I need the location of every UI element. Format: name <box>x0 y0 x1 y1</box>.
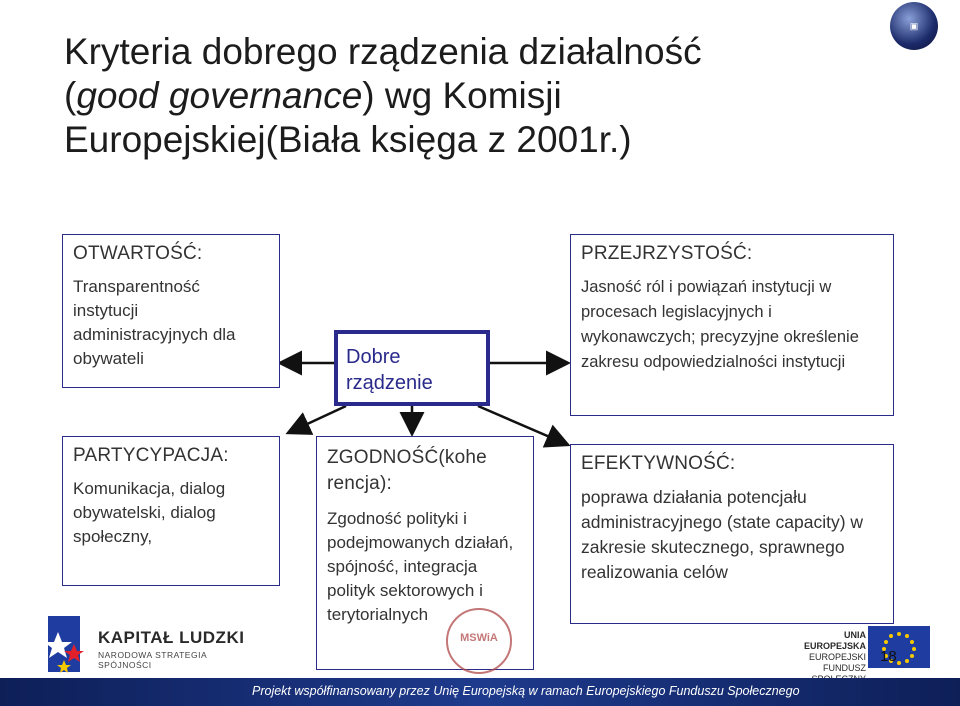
box-otwartosc-body: Transparentność instytucji administracyjnych dla obywateli <box>73 277 236 368</box>
top-logo-globe-icon: ▣ <box>890 2 938 50</box>
kapital-ludzki-sub: NARODOWA STRATEGIA SPÓJNOŚCI <box>98 650 207 670</box>
box-partycypacja <box>62 436 280 586</box>
ue-line-1: UNIA EUROPEJSKA <box>803 630 866 651</box>
title-line-1: Kryteria dobrego rządzenia działalność <box>64 31 702 72</box>
box-zgodnosc-body: Zgodność polityki i podejmowanych działań, spójność, integracja polityk sektorowych i terytorialnych <box>327 509 514 624</box>
title-line-3: Europejskiej(Biała księga z 2001r.) <box>64 119 632 160</box>
mswia-stamp <box>446 608 512 674</box>
box-zgodnosc-head: ZGODNOŚĆ(kohe rencja): <box>327 447 487 494</box>
box-otwartosc-head: OTWARTOŚĆ: <box>73 243 203 264</box>
box-partycypacja-body: Komunikacja, dialog obywatelski, dialog społeczny, <box>73 479 226 546</box>
footer-text: Projekt współfinansowany przez Unię Europejską w ramach Europejskiego Funduszu Społecznego <box>252 684 800 698</box>
box-przejrzystosc-body: Jasność ról i powiązań instytucji w procesach legislacyjnych i wykonawczych; precyzyjne określenie zakresu odpowiedzialności instytucji <box>581 278 859 371</box>
center-box-dobre-rzadzenie <box>334 330 490 406</box>
ue-efs-label <box>780 630 866 685</box>
stamp-label: MSWiA <box>460 632 498 644</box>
ue-line-3: FUNDUSZ <box>823 663 866 673</box>
title-italic: good governance <box>76 75 363 116</box>
kapital-ludzki-name: KAPITAŁ LUDZKI <box>98 628 245 647</box>
box-przejrzystosc-head: PRZEJRZYSTOŚĆ: <box>581 243 753 264</box>
eu-flag-icon <box>868 626 930 668</box>
title-rest: ) wg Komisji <box>362 75 562 116</box>
kapital-ludzki-logo <box>44 612 254 676</box>
center-line-1: Dobre <box>346 346 401 368</box>
kapital-ludzki-star-icon <box>44 612 92 676</box>
box-otwartosc <box>62 234 280 388</box>
box-przejrzystosc <box>570 234 894 416</box>
title-paren: ( <box>64 75 77 116</box>
box-partycypacja-head: PARTYCYPACJA: <box>73 445 229 466</box>
arrow-down-left <box>290 406 346 432</box>
box-efektywnosc-head: EFEKTYWNOŚĆ: <box>581 453 736 474</box>
page-number: 18 <box>880 648 897 665</box>
ue-line-2: EUROPEJSKI <box>808 652 866 662</box>
center-line-2: rządzenie <box>346 372 433 394</box>
box-efektywnosc <box>570 444 894 624</box>
box-efektywnosc-body: poprawa działania potencjału administracyjnego (state capacity) w zakresie skutecznego, sprawnego realizowania celów <box>581 487 864 582</box>
